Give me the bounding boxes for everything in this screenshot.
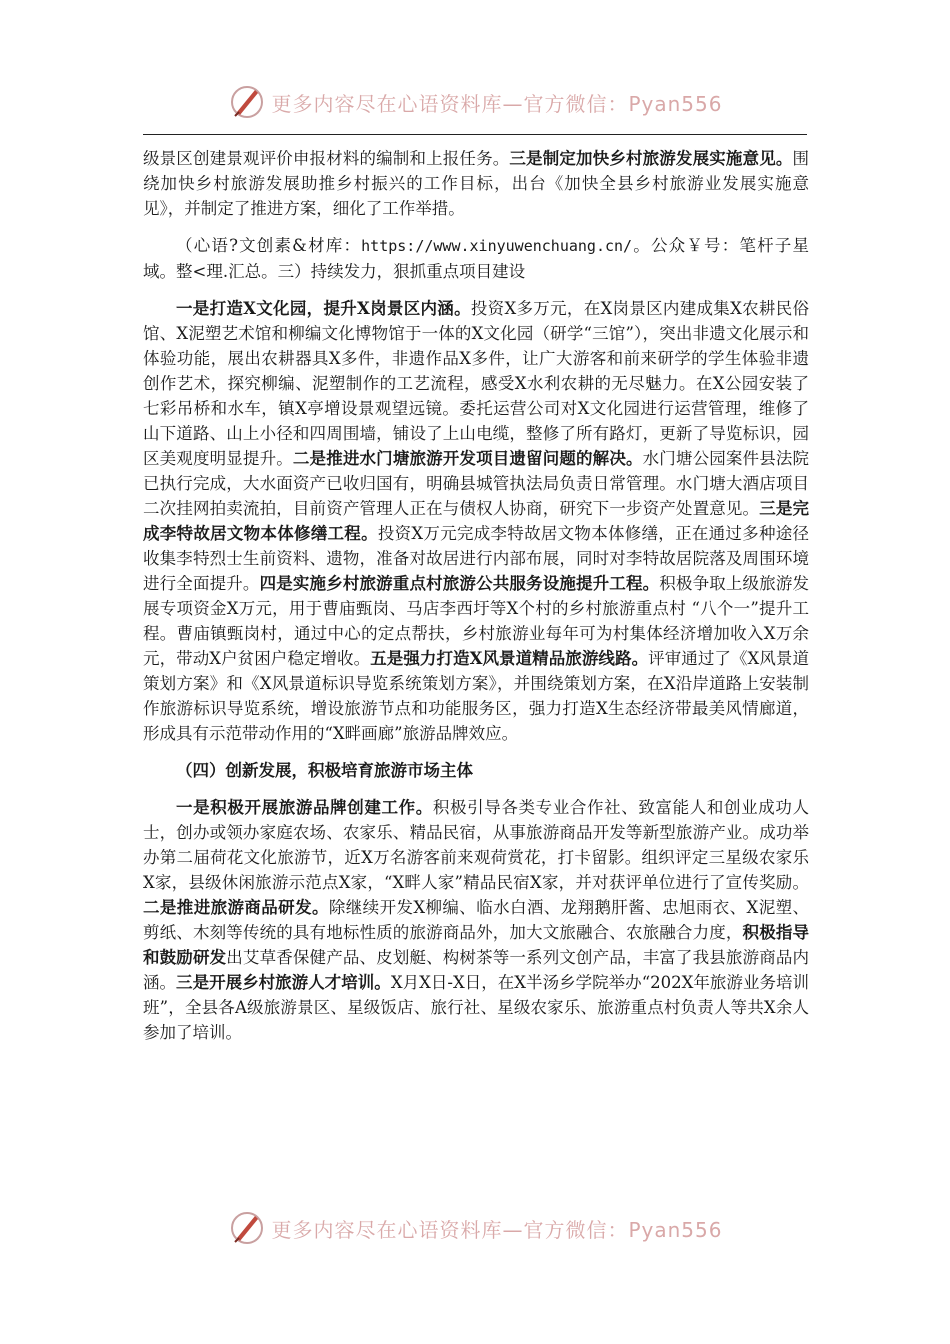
bold-heading-text: 二是推进水门塘旅游开发项目遗留问题的解决。 (292, 449, 643, 468)
header-banner-text: 更多内容尽在心语资料库—官方微信：Pyan556 (271, 91, 723, 116)
footer-banner-text: 更多内容尽在心语资料库—官方微信：Pyan556 (271, 1217, 723, 1242)
body-text: 评审通过了《X风景道策划方案》和《X风景道标识导览系统策划方案》，并围绕策划方案，在X沿岸道路上安装制作旅游标识导览系统，增设旅游节点和功能服务区，强力打造X生态经济带最美风情廊道，形成具有示范带动作用的“X畔画廊”旅游品牌效应。 (143, 649, 809, 743)
paragraph (143, 795, 809, 1045)
header-rule (143, 134, 807, 135)
quill-pen-icon (227, 82, 267, 122)
body-text: 投资X万元完成李特故居文物本体修缮，正在通过多种途径收集李特烈士生前资料、遗物，准备对故居进行内部布展，同时对李特故居院落及周围环境进行全面提升。 (143, 524, 809, 593)
paragraph (143, 146, 809, 221)
bold-heading-text: 三是制定加快乡村旅游发展实施意见。 (509, 149, 793, 168)
quill-pen-icon (227, 1208, 267, 1248)
body-text: 积极引导各类专业合作社、致富能人和创业成功人士，创办或领办家庭农场、农家乐、精品民宿，从事旅游商品开发等新型旅游产业。成功举办第二届荷花文化旅游节，近X万名游客前来观荷赏花，打卡留影。组织评定三星级农家乐X家，县级休闲旅游示范点X家，“X畔人家”精品民宿X家，并对获评单位进行了宣传奖励。 (143, 798, 809, 892)
body-text: X月X日-X日，在X半汤乡学院举办“202X年旅游业务培训班”，全县各A级旅游景区、星级饭店、旅行社、星级农家乐、旅游重点村负责人等共X余人参加了培训。 (143, 973, 810, 1042)
bold-heading-text: 积极指导和鼓励研发 (143, 923, 810, 967)
header-banner (0, 82, 950, 122)
body-text: 。公众￥号：笔杆子星域。整<理.汇总。三）持续发力，狠抓重点项目建设 (143, 236, 809, 281)
paragraph (143, 758, 809, 783)
body-text: 级景区创建景观评价申报材料的编制和上报任务。 (143, 149, 510, 168)
bold-heading-text: 五是强力打造X风景道精品旅游线路。 (370, 649, 649, 668)
bold-heading-text: 二是推进旅游商品研发。 (143, 898, 329, 917)
bold-heading-text: 一是积极开展旅游品牌创建工作。 (176, 798, 433, 817)
body-text: 围绕加快乡村旅游发展助推乡村振兴的工作目标，出台《加快全县乡村旅游业发展实施意见》，并制定了推进方案，细化了工作举措。 (143, 149, 810, 218)
bold-heading-text: 三是开展乡村旅游人才培训。 (176, 973, 391, 992)
bold-heading-text: 四是实施乡村旅游重点村旅游公共服务设施提升工程。 (259, 574, 660, 593)
body-text: 投资X多万元，在X岗景区内建成集X农耕民俗馆、X泥塑艺术馆和柳编文化博物馆于一体的X文化园（研学“三馆”），突出非遗文化展示和体验功能，展出农耕器具X多件，非遗作品X多件，让广大游客和前来研学的学生体验非遗创作艺术，探究柳编、泥塑制作的工艺流程，感受X水利农耕的无尽魅力。在X公园安装了七彩吊桥和水车，镇X亭增设景观望远镜。委托运营公司对X文化园进行运营管理，维修了山下道路、山上小径和四周围墙，铺设了上山电缆，整修了所有路灯，更新了导览标识，园区美观度明显提升。 (143, 299, 809, 468)
body-text: 出艾草香保健产品、皮划艇、构树茶等一系列文创产品，丰富了我县旅游商品内涵。 (143, 948, 810, 992)
footer-banner (0, 1208, 950, 1248)
paragraph (143, 296, 809, 746)
bold-heading-text: 一是打造X文化园，提升X岗景区内涵。 (176, 299, 471, 318)
link-text: https://www.xinyuwenchuang.cn/ (361, 237, 633, 255)
body-text: 积极争取上级旅游发展专项资金X万元，用于曹庙甄岗、马店李西圩等X个村的乡村旅游重点村 “八个一”提升工程。曹庙镇甄岗村，通过中心的定点帮扶，乡村旅游业每年可为村集体经济增加收入X万余元，带动X户贫困户稳定增收。 (143, 574, 810, 668)
document-body (143, 146, 809, 1057)
body-text: 除继续开发X柳编、临水白酒、龙翔鹅肝酱、忠旭雨衣、X泥塑、剪纸、木刻等传统的具有地标性质的旅游商品外，加大文旅融合、农旅融合力度， (143, 898, 809, 942)
paragraph (143, 233, 809, 284)
body-text: （心语?文创素&材库： (176, 236, 362, 255)
body-text: 水门塘公园案件县法院已执行完成，大水面资产已收归国有，明确县城管执法局负责日常管理。水门塘大酒店项目二次挂网拍卖流拍，目前资产管理人正在与债权人协商，研究下一步资产处置意见。 (143, 449, 810, 518)
bold-heading-text: （四）创新发展，积极培育旅游市场主体 (176, 761, 473, 780)
bold-heading-text: 三是完成李特故居文物本体修缮工程。 (143, 499, 810, 543)
